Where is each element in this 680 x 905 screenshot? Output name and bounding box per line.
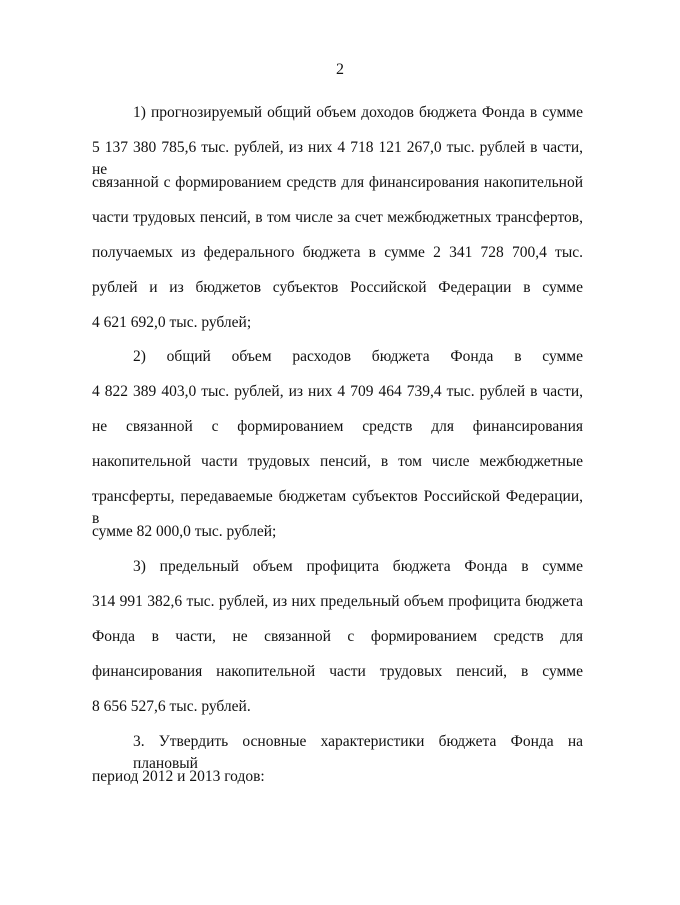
text-line: 3. Утвердить основные характеристики бюджета Фонда на плановый <box>133 733 583 772</box>
text-line: 1) прогнозируемый общий объем доходов бюджета Фонда в сумме <box>133 104 583 121</box>
text-line: рублей и из бюджетов субъектов Российской Федерации в сумме <box>92 279 583 296</box>
text-line: период 2012 и 2013 годов: <box>92 768 265 785</box>
text-line: не связанной с формированием средств для финансирования <box>92 418 583 435</box>
text-line: 3) предельный объем профицита бюджета Фонда в сумме <box>133 558 583 575</box>
text-line: накопительной части трудовых пенсий, в том числе межбюджетные <box>92 453 583 470</box>
text-line: 8 656 527,6 тыс. рублей. <box>92 698 251 715</box>
text-line: части трудовых пенсий, в том числе за счет межбюджетных трансфертов, <box>92 209 583 226</box>
page-number: 2 <box>336 61 344 78</box>
text-line: получаемых из федерального бюджета в сумме 2 341 728 700,4 тыс. <box>92 244 583 261</box>
text-line: Фонда в части, не связанной с формированием средств для <box>92 628 583 645</box>
text-line: трансферты, передаваемые бюджетам субъектов Российской Федерации, в <box>92 488 583 527</box>
text-line: сумме 82 000,0 тыс. рублей; <box>92 523 277 540</box>
text-line: 4 822 389 403,0 тыс. рублей, из них 4 709 464 739,4 тыс. рублей в части, <box>92 383 583 400</box>
text-line: связанной с формированием средств для финансирования накопительной <box>92 174 583 191</box>
text-line: 5 137 380 785,6 тыс. рублей, из них 4 718 121 267,0 тыс. рублей в части, не <box>92 139 583 178</box>
text-line: 2) общий объем расходов бюджета Фонда в сумме <box>133 348 583 365</box>
text-line: финансирования накопительной части трудовых пенсий, в сумме <box>92 663 583 680</box>
text-line: 314 991 382,6 тыс. рублей, из них предельный объем профицита бюджета <box>92 593 583 610</box>
text-line: 4 621 692,0 тыс. рублей; <box>92 314 252 331</box>
